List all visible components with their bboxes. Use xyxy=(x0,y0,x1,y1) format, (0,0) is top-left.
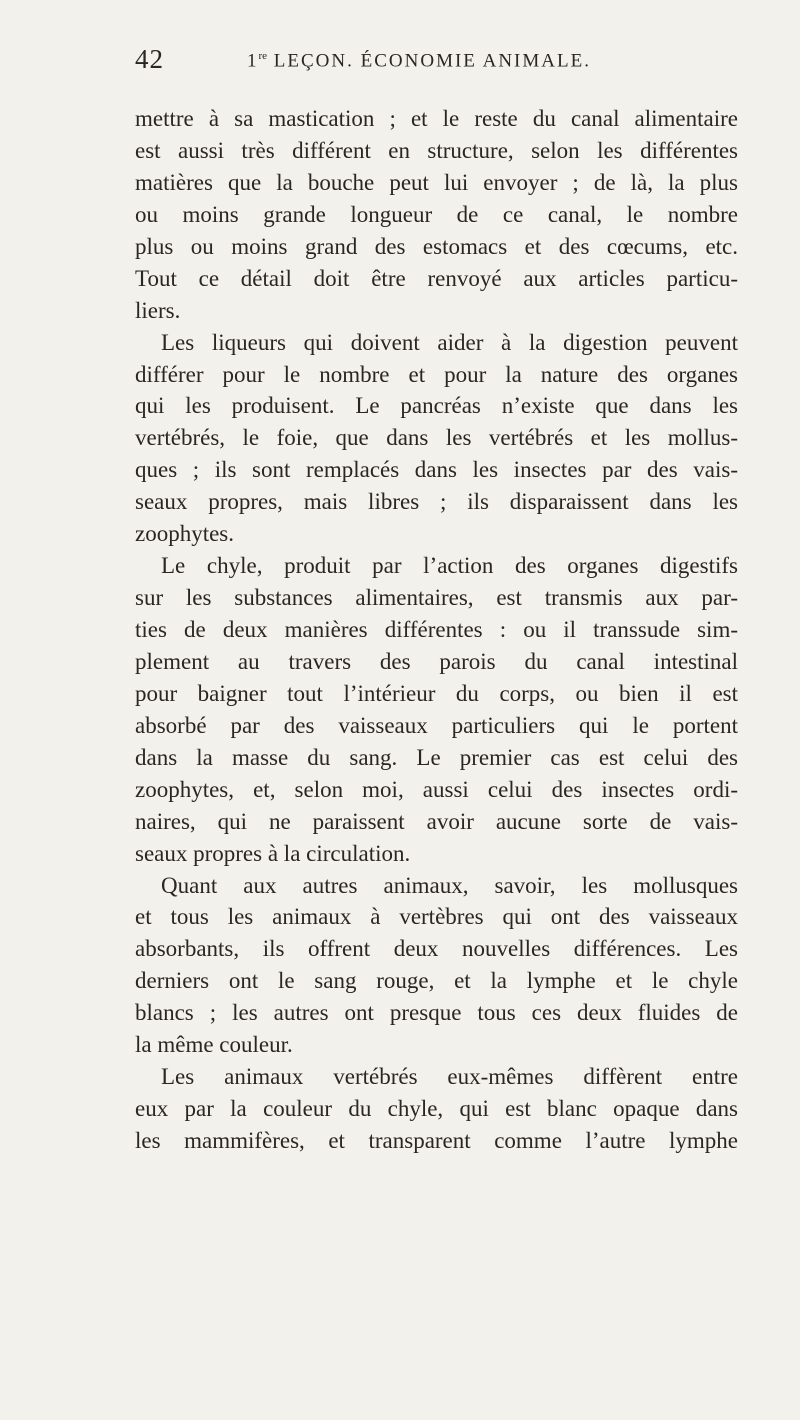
text-line: absorbé par des vaisseaux particuliers qui le portent xyxy=(135,712,738,738)
text-line: plement au travers des parois du canal intestinal xyxy=(135,648,738,674)
text-line: matières que la bouche peut lui envoyer ; de là, la plus xyxy=(135,169,738,195)
text-line: mettre à sa mastication ; et le reste du canal alimentaire xyxy=(135,106,738,131)
text-line: plus ou moins grand des estomacs et des cœcums, etc. xyxy=(135,233,738,259)
text-line: seaux propres, mais libres ; ils disparaissent dans les xyxy=(135,489,738,515)
text-line: ques ; ils sont remplacés dans les insectes par des vais- xyxy=(135,457,738,483)
text-line: ou moins grande longueur de ce canal, le nombre xyxy=(135,201,738,227)
text-line: Les animaux vertébrés eux-mêmes diffèrent entre xyxy=(161,1064,738,1090)
text-line: zoophytes, et, selon moi, aussi celui des insectes ordi- xyxy=(135,776,738,802)
text-line: Tout ce détail doit être renvoyé aux articles particu- xyxy=(135,265,738,291)
text-line: pour baigner tout l’intérieur du corps, ou bien il est xyxy=(135,680,738,706)
running-title-text: LEÇON. ÉCONOMIE ANIMALE. xyxy=(273,50,591,72)
body-text xyxy=(135,103,738,1157)
text-line: ties de deux manières différentes : ou il transsude sim- xyxy=(135,617,738,642)
text-line: différer pour le nombre et pour la nature des organes xyxy=(135,361,738,387)
text-line: derniers ont le sang rouge, et la lymphe et le chyle xyxy=(135,968,738,994)
text-line: Quant aux autres animaux, savoir, les mollusques xyxy=(161,872,738,898)
text-line: est aussi très différent en structure, selon les différentes xyxy=(135,137,738,163)
text-line: et tous les animaux à vertèbres qui ont des vaisseaux xyxy=(135,904,738,930)
running-title xyxy=(247,50,591,72)
lecon-number: 1 xyxy=(247,50,259,72)
text-line: les mammifères, et transparent comme l’autre lymphe xyxy=(135,1128,738,1153)
text-line: la même couleur. xyxy=(135,1032,293,1058)
text-line: liers. xyxy=(135,297,181,323)
text-line: eux par la couleur du chyle, qui est blanc opaque dans xyxy=(135,1096,738,1122)
text-line: qui les produisent. Le pancréas n’existe que dans les xyxy=(135,393,738,419)
page-header xyxy=(135,44,738,84)
text-line: Les liqueurs qui doivent aider à la digestion peuvent xyxy=(161,329,738,355)
text-line: sur les substances alimentaires, est transmis aux par- xyxy=(135,585,738,611)
text-line: absorbants, ils offrent deux nouvelles différences. Les xyxy=(135,936,738,962)
text-line: zoophytes. xyxy=(135,521,235,547)
text-line: blancs ; les autres ont presque tous ces deux fluides de xyxy=(135,1000,738,1026)
lecon-suffix: re xyxy=(258,50,268,62)
text-line: vertébrés, le foie, que dans les vertébrés et les mollus- xyxy=(135,425,738,451)
text-line: Le chyle, produit par l’action des organes digestifs xyxy=(161,553,738,579)
text-line: dans la masse du sang. Le premier cas est celui des xyxy=(135,744,738,770)
text-line: seaux propres à la circulation. xyxy=(135,840,411,866)
text-line: naires, qui ne paraissent avoir aucune sorte de vais- xyxy=(135,808,738,834)
page-number: 42 xyxy=(135,44,164,74)
